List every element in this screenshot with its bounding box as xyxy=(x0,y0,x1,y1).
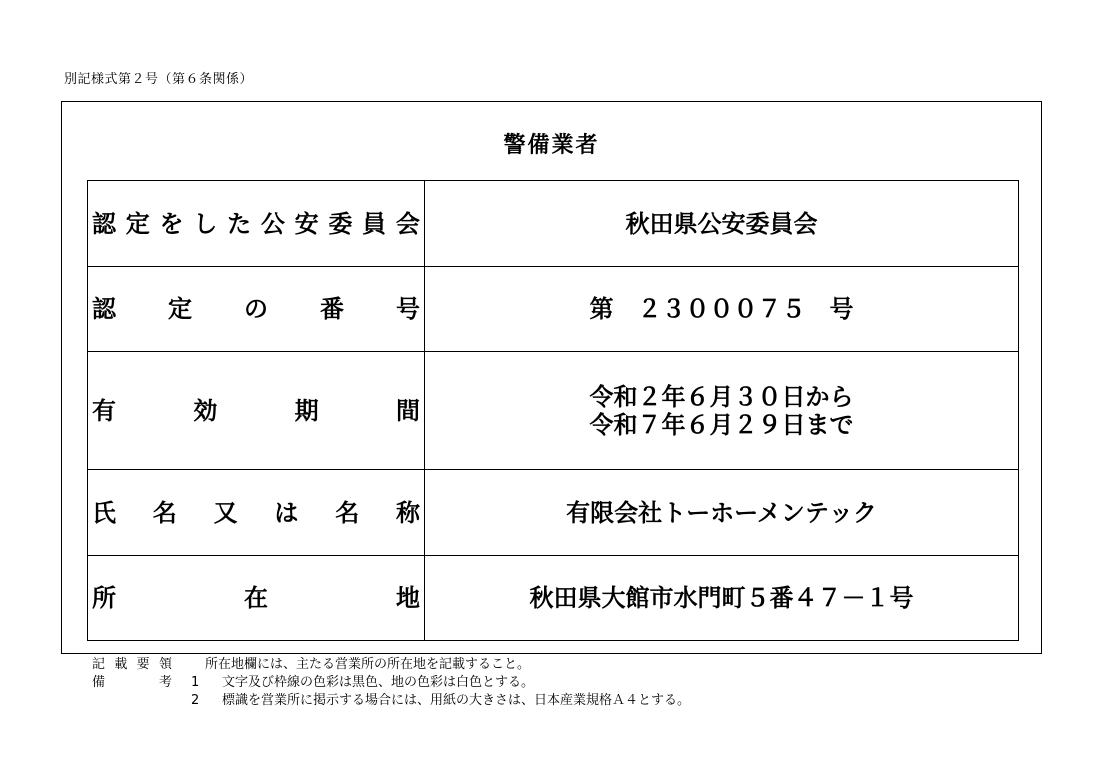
sign-frame xyxy=(61,101,1042,654)
note-line xyxy=(0,674,1111,692)
row-label-cell xyxy=(88,181,425,267)
label-char: 間 xyxy=(395,395,420,425)
row-label-validity xyxy=(92,395,420,425)
row-value-address xyxy=(425,556,1019,641)
label-char: 員 xyxy=(362,208,387,238)
value-line: 秋田県大館市水門町５番４７－１号 xyxy=(529,583,914,612)
form-number-label: 別記様式第２号（第６条関係） xyxy=(64,72,254,87)
value-line: 第 ２３０００７５ 号 xyxy=(589,294,854,323)
label-char: 期 xyxy=(294,395,319,425)
label-char: 考 xyxy=(158,675,172,690)
label-char: 委 xyxy=(328,208,353,238)
label-char: た xyxy=(227,208,252,238)
label-char: 備 xyxy=(92,675,106,690)
row-label-cell xyxy=(88,352,425,470)
label-char: 名 xyxy=(335,497,360,527)
label-char: 定 xyxy=(168,294,192,323)
label-char: 在 xyxy=(244,583,268,612)
label-char: 会 xyxy=(395,208,420,238)
label-char: は xyxy=(274,497,299,527)
label-char: 認 xyxy=(92,294,116,323)
label-char: 記 xyxy=(92,657,106,672)
row-value-name xyxy=(425,470,1019,556)
label-char: の xyxy=(244,294,268,323)
table-row xyxy=(88,470,1019,556)
biko-item-number: 1 xyxy=(191,675,200,690)
table-row xyxy=(88,352,1019,470)
label-char: を xyxy=(159,208,184,238)
kisai-yoryo-label xyxy=(92,656,172,674)
label-char: 公 xyxy=(260,208,285,238)
label-char: 所 xyxy=(92,583,116,612)
label-char: 名 xyxy=(152,497,177,527)
row-label-authority xyxy=(92,208,420,238)
table-row xyxy=(88,267,1019,352)
table-row xyxy=(88,556,1019,641)
value-line: 秋田県公安委員会 xyxy=(625,208,818,238)
row-value-cert-number xyxy=(425,267,1019,352)
note-line xyxy=(0,692,1111,710)
row-value-authority xyxy=(425,181,1019,267)
label-char: 効 xyxy=(193,395,218,425)
kisai-yoryo-text: 所在地欄には、主たる営業所の所在地を記載すること。 xyxy=(205,657,531,672)
sign-title: 警備業者 xyxy=(503,132,600,158)
label-char: 定 xyxy=(125,208,150,238)
value-line: 有限会社トーホーメンテック xyxy=(566,497,877,527)
biko-item-text: 文字及び枠線の色彩は黒色、地の色彩は白色とする。 xyxy=(222,675,535,690)
label-char: 番 xyxy=(320,294,344,323)
note-line xyxy=(0,656,1111,674)
label-char: 又 xyxy=(213,497,238,527)
table-row xyxy=(88,181,1019,267)
label-char: 領 xyxy=(158,657,172,672)
label-char: し xyxy=(193,208,218,238)
value-line: 令和７年６月２９日まで xyxy=(589,409,854,439)
label-char: 有 xyxy=(92,395,116,425)
label-char: 号 xyxy=(396,294,420,323)
row-label-address xyxy=(92,583,420,612)
notes-section xyxy=(0,656,1111,710)
biko-item-text: 標識を営業所に掲示する場合には、用紙の大きさは、日本産業規格Ａ４とする。 xyxy=(222,693,691,708)
row-label-cert-number xyxy=(92,294,420,323)
label-char: 称 xyxy=(395,497,420,527)
biko-label xyxy=(92,674,172,692)
row-label-cell xyxy=(88,556,425,641)
label-char: 載 xyxy=(114,657,128,672)
label-char: 氏 xyxy=(92,497,116,527)
sign-table xyxy=(87,180,1019,641)
label-char: 認 xyxy=(92,208,116,238)
label-char: 要 xyxy=(136,657,150,672)
label-char: 安 xyxy=(294,208,319,238)
row-label-cell xyxy=(88,267,425,352)
biko-item-number: 2 xyxy=(191,693,200,708)
value-line: 令和２年６月３０日から xyxy=(589,381,854,411)
row-label-name xyxy=(92,497,420,527)
row-label-cell xyxy=(88,470,425,556)
label-char: 地 xyxy=(396,583,420,612)
row-value-validity xyxy=(425,352,1019,470)
